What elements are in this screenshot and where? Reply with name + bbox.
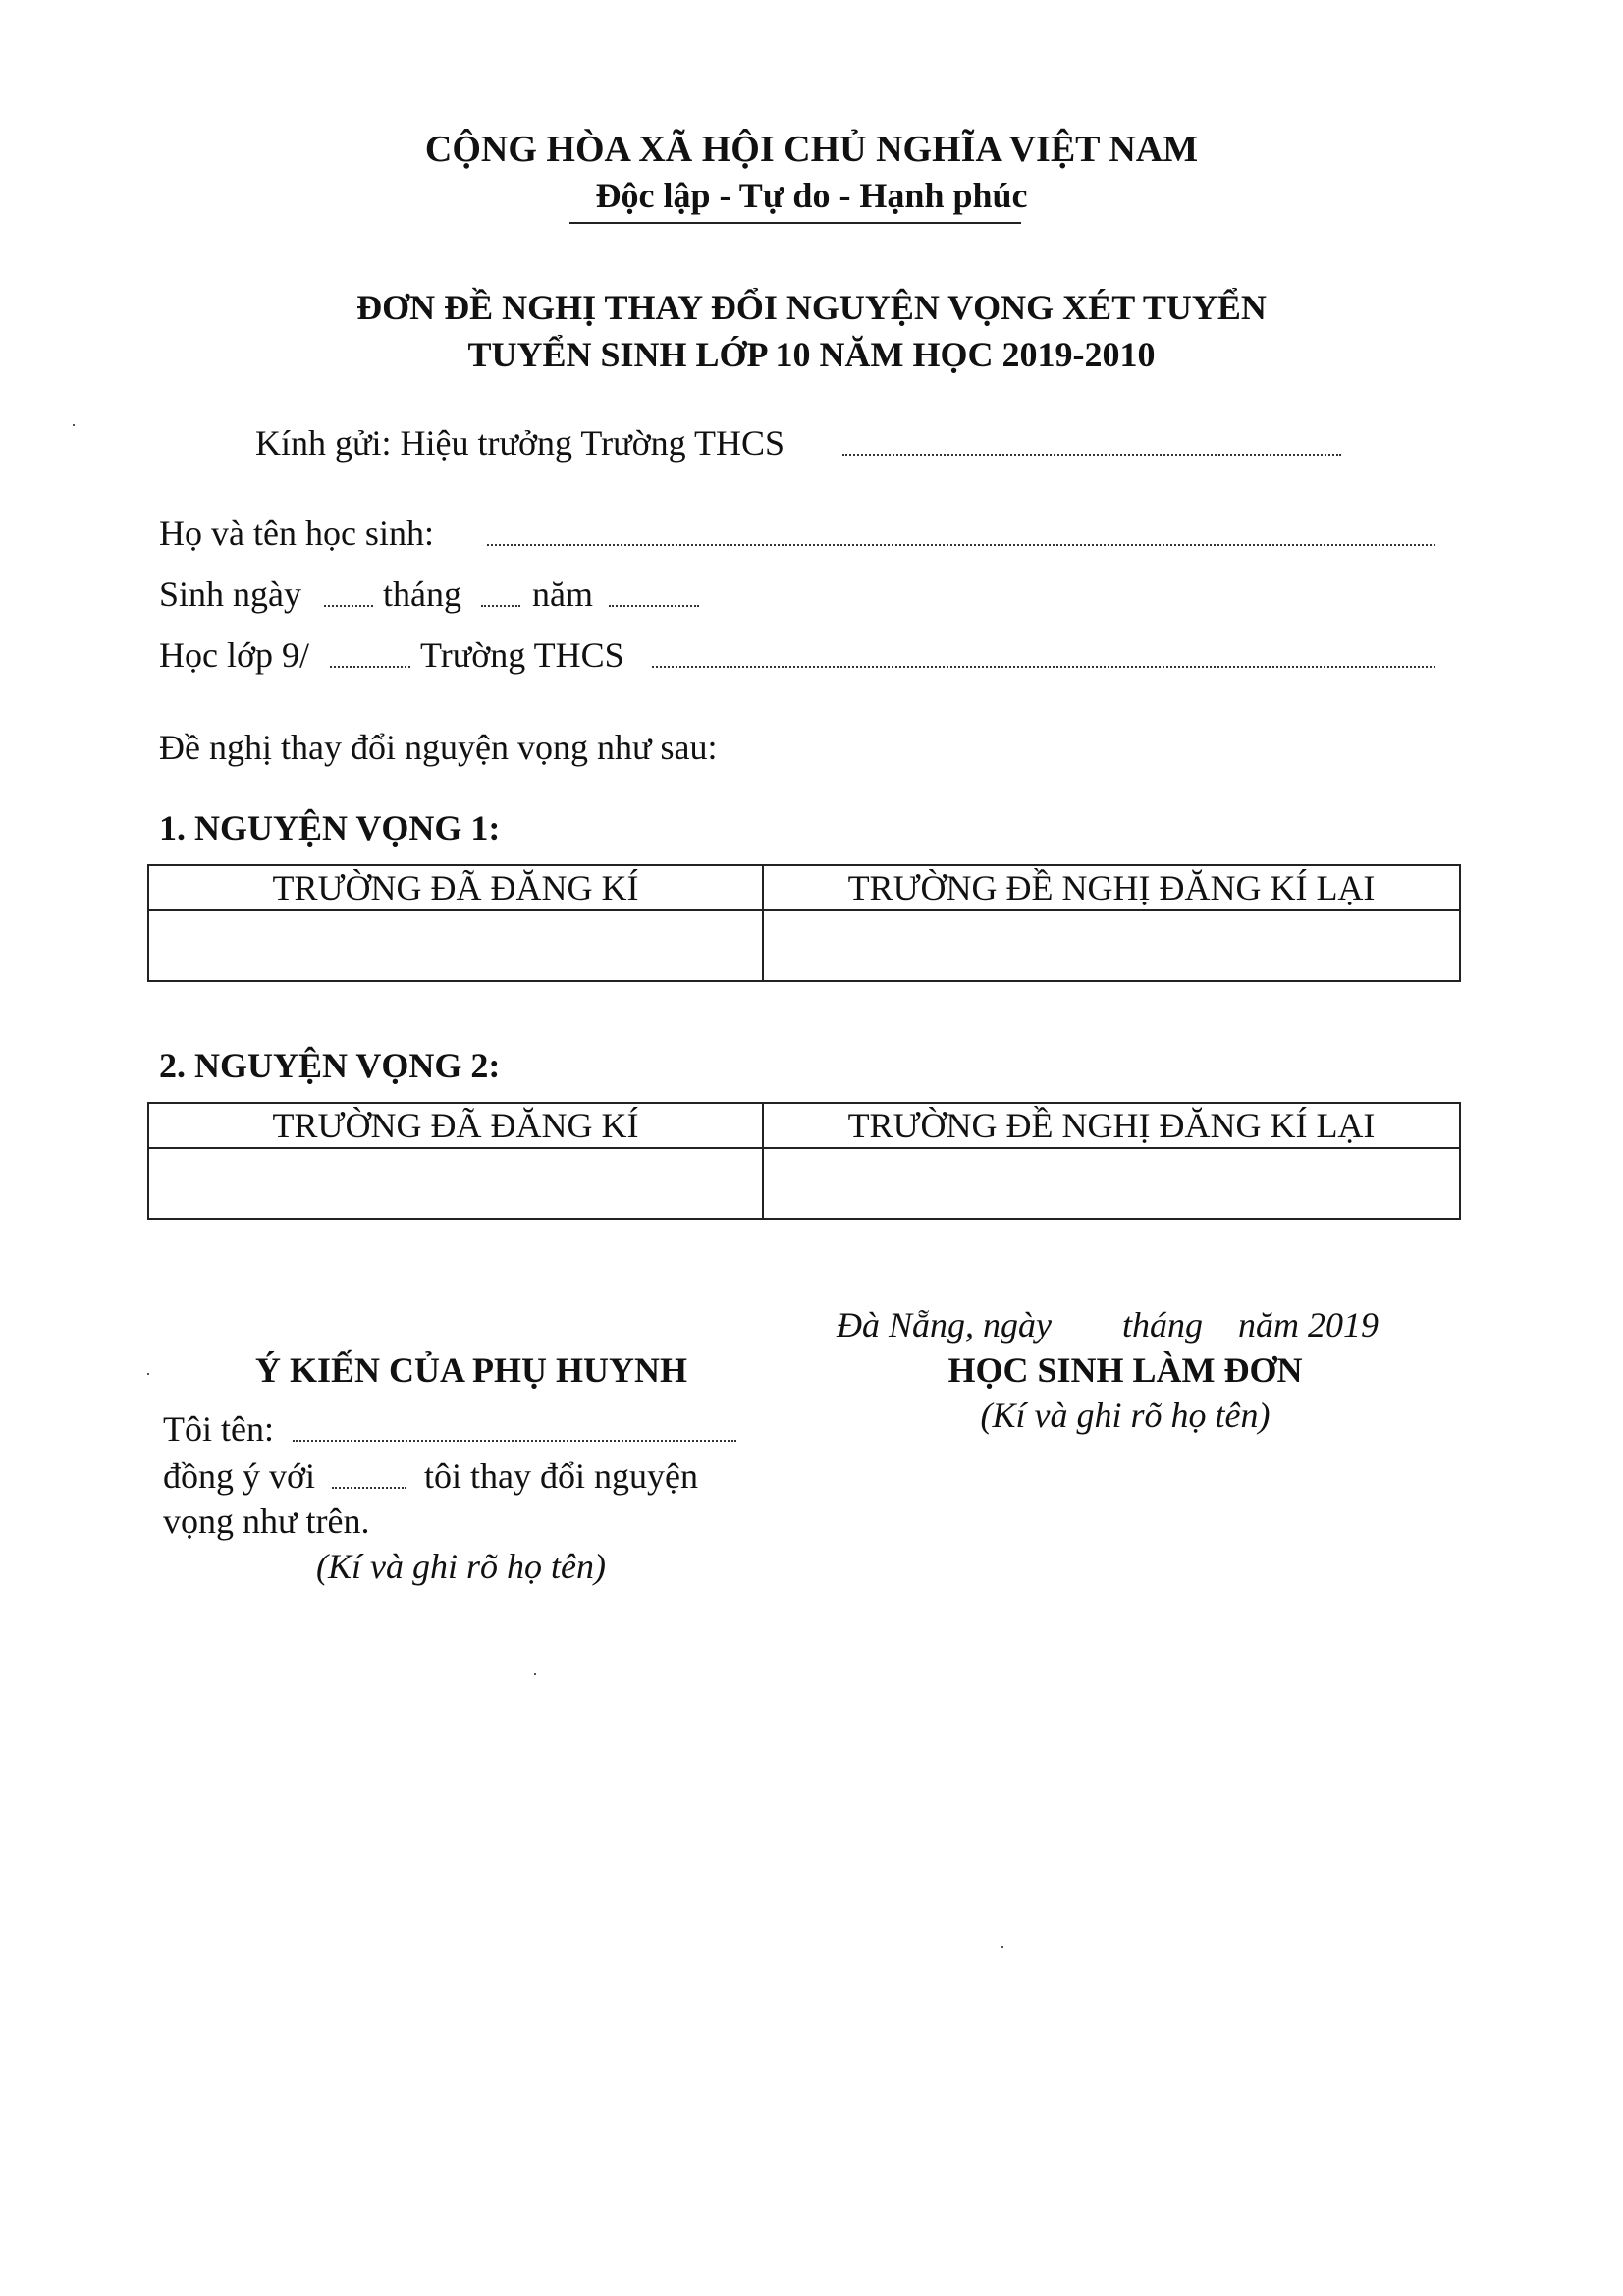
student-name-label: Họ và tên học sinh:	[159, 514, 434, 553]
wish2-col-registered: TRƯỜNG ĐÃ ĐĂNG KÍ	[148, 1103, 763, 1148]
dob-month-label: tháng	[383, 574, 461, 614]
motto-underline	[569, 222, 1021, 224]
place-date: Đà Nẵng, ngày tháng năm 2019	[837, 1305, 1379, 1344]
parent-agree-prefix: đồng ý với	[163, 1456, 316, 1496]
parent-name-field[interactable]	[293, 1440, 736, 1442]
wish1-col-proposed: TRƯỜNG ĐỀ NGHỊ ĐĂNG KÍ LẠI	[763, 865, 1460, 910]
dob-month-field[interactable]	[481, 605, 520, 607]
wish2-heading: 2. NGUYỆN VỌNG 2:	[159, 1046, 501, 1085]
request-line: Đề nghị thay đổi nguyện vọng như sau:	[159, 728, 718, 767]
parent-agree-suffix: tôi thay đổi nguyện	[424, 1456, 698, 1496]
scan-speck	[147, 1373, 149, 1375]
student-name-field[interactable]	[487, 544, 1435, 546]
wish1-proposed-cell[interactable]	[763, 910, 1460, 981]
scan-speck	[1001, 1946, 1003, 1948]
wish2-table	[147, 1102, 1461, 1220]
wish1-col-registered: TRƯỜNG ĐÃ ĐĂNG KÍ	[148, 865, 763, 910]
dob-day-field[interactable]	[324, 605, 373, 607]
student-sign-heading: HỌC SINH LÀM ĐƠN	[947, 1350, 1303, 1390]
recipient-label: Kính gửi: Hiệu trưởng Trường THCS	[255, 423, 785, 463]
class-label: Học lớp 9/	[159, 635, 310, 675]
parent-heading: Ý KIẾN CỦA PHỤ HUYNH	[254, 1350, 687, 1390]
form-title-line1: ĐƠN ĐỀ NGHỊ THAY ĐỔI NGUYỆN VỌNG XÉT TUYỂN	[356, 288, 1267, 327]
class-field[interactable]	[330, 666, 410, 668]
school-field[interactable]	[652, 666, 1435, 668]
dob-year-label: năm	[532, 574, 593, 614]
parent-sign-note: (Kí và ghi rõ họ tên)	[316, 1547, 606, 1586]
parent-agree-line2: vọng như trên.	[163, 1502, 370, 1541]
student-sign-note: (Kí và ghi rõ họ tên)	[980, 1395, 1271, 1435]
scan-speck	[73, 424, 75, 426]
wish2-col-proposed: TRƯỜNG ĐỀ NGHỊ ĐĂNG KÍ LẠI	[763, 1103, 1460, 1148]
parent-name-label: Tôi tên:	[163, 1409, 274, 1449]
nation-title: CỘNG HÒA XÃ HỘI CHỦ NGHĨA VIỆT NAM	[424, 129, 1199, 170]
wish1-table	[147, 864, 1461, 982]
wish1-registered-cell[interactable]	[148, 910, 763, 981]
recipient-school-field[interactable]	[842, 454, 1341, 456]
wish2-registered-cell[interactable]	[148, 1148, 763, 1219]
wish1-heading: 1. NGUYỆN VỌNG 1:	[159, 808, 501, 847]
motto: Độc lập - Tự do - Hạnh phúc	[595, 176, 1028, 215]
scan-speck	[534, 1673, 536, 1675]
school-label: Trường THCS	[420, 635, 624, 675]
parent-relation-field[interactable]	[332, 1487, 406, 1489]
form-title-line2: TUYỂN SINH LỚP 10 NĂM HỌC 2019-2010	[467, 335, 1156, 374]
wish2-proposed-cell[interactable]	[763, 1148, 1460, 1219]
dob-day-label: Sinh ngày	[159, 574, 302, 614]
dob-year-field[interactable]	[609, 605, 699, 607]
